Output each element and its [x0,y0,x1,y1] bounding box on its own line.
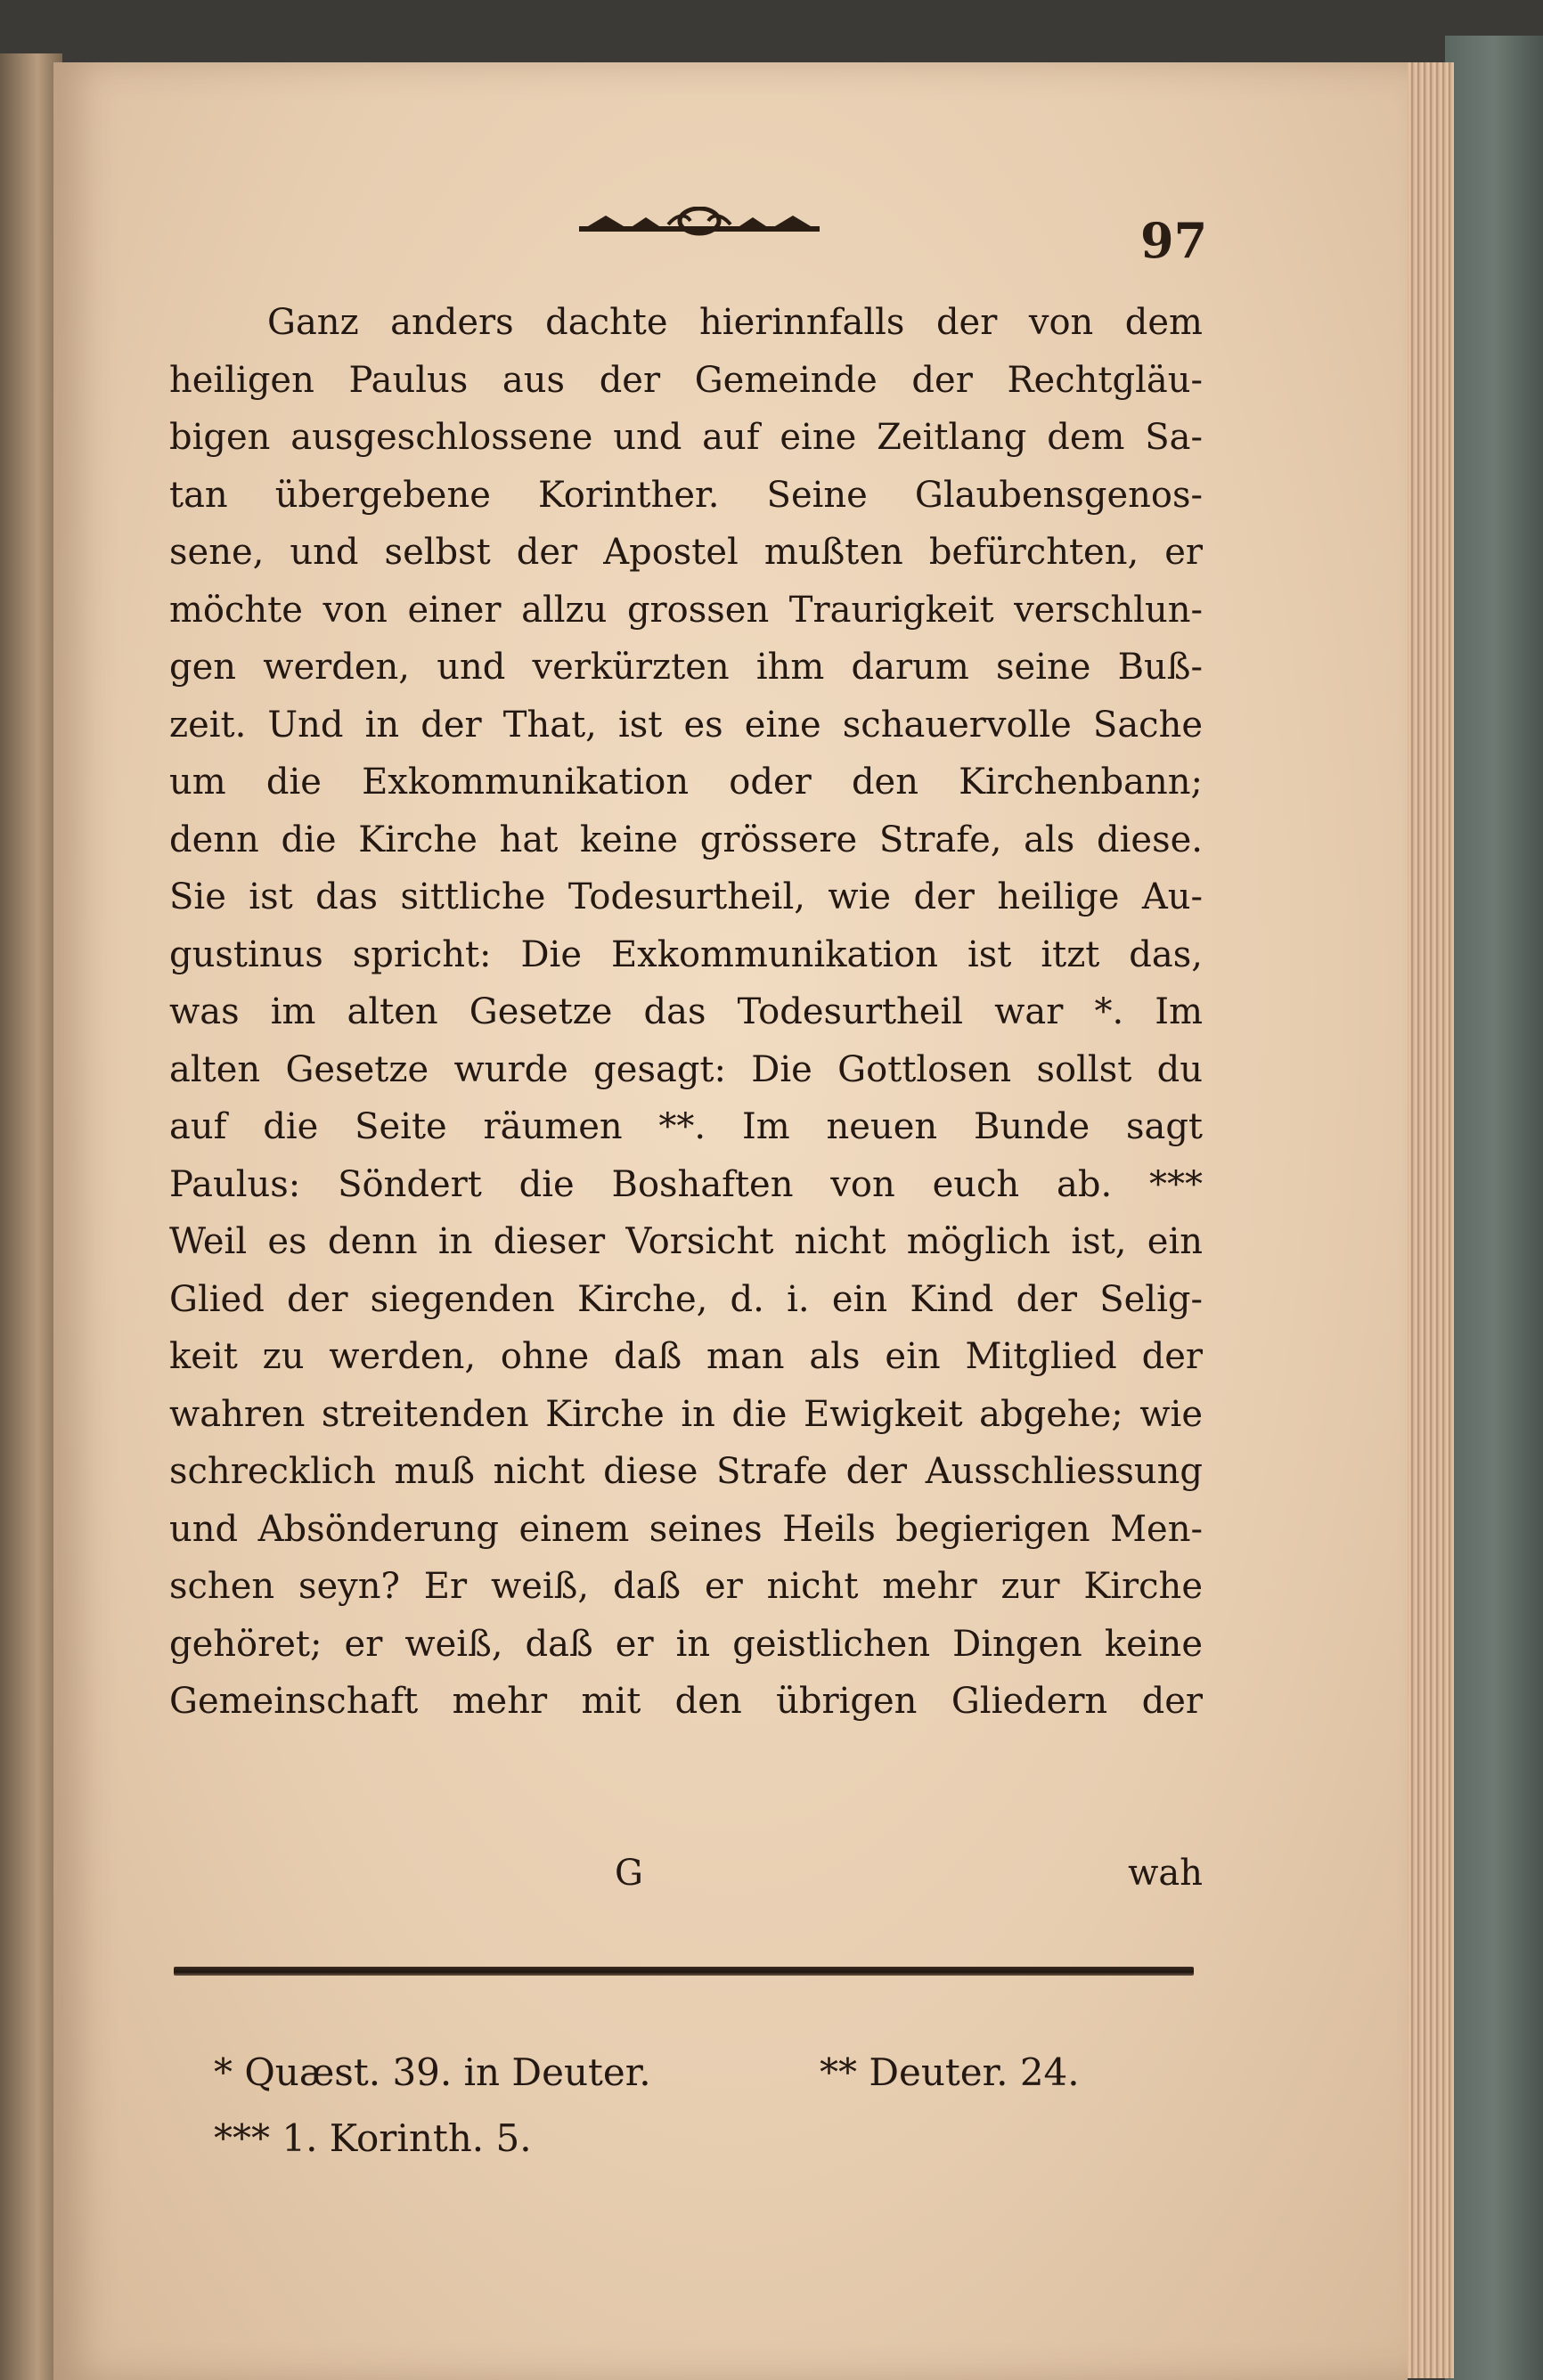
text-line: möchte von einer allzu grossen Traurigkeit verschlun- [169,589,1203,631]
page-number: 97 [1140,212,1208,269]
text-line: auf die Seite räumen **. Im neuen Bunde sagt [169,1106,1203,1147]
text-line: denn die Kirche hat keine grössere Strafe, als diese. [169,819,1203,860]
text-line: um die Exkommunikation oder den Kirchenbann; [169,762,1203,803]
footnote-rule [174,1967,1194,1976]
footnote: ** Deuter. 24. [820,2050,1080,2094]
text-line: gehöret; er weiß, daß er in geistlichen Dingen keine [169,1623,1203,1665]
signature-line [169,1853,1203,1910]
text-line: schrecklich muß nicht diese Strafe der Ausschliessung [169,1451,1203,1492]
text-line: bigen ausgeschlossene und auf eine Zeitlang dem Sa- [169,417,1203,458]
text-line: Paulus: Söndert die Boshaften von euch ab. *** [169,1163,1203,1205]
text-line: tan übergebene Korinther. Seine Glaubensgenos- [169,474,1203,516]
catchword: wah [1128,1853,1203,1894]
footnote-row [214,2106,1194,2172]
text-line: Gemeinschaft mehr mit den übrigen Gliedern der [169,1681,1203,1722]
footnote-row [214,2040,1194,2106]
text-line: sene, und selbst der Apostel mußten befürchten, er [169,532,1203,573]
text-line: wahren streitenden Kirche in die Ewigkeit abgehe; wie [169,1393,1203,1435]
text-line: keit zu werden, ohne daß man als ein Mitglied der [169,1336,1203,1377]
signature-mark: G [615,1853,643,1894]
body-text [169,294,1203,1731]
headpiece-ornament [579,207,820,237]
book-cover [1445,36,1543,2380]
text-line: Sie ist das sittliche Todesurtheil, wie der heilige Au- [169,876,1203,917]
text-line: gustinus spricht: Die Exkommunikation ist itzt das, [169,933,1203,975]
text-line: Weil es denn in dieser Vorsicht nicht möglich ist, ein [169,1221,1203,1262]
text-line: zeit. Und in der That, ist es eine schauervolle Sache [169,704,1203,746]
text-line: und Absönderung einem seines Heils begierigen Men- [169,1508,1203,1550]
text-line: was im alten Gesetze das Todesurtheil war *. Im [169,991,1203,1032]
text-line: Ganz anders dachte hierinnfalls der von dem [267,302,1203,343]
footnotes [214,2040,1194,2172]
text-line: gen werden, und verkürzten ihm darum seine Buß- [169,647,1203,688]
text-line: Glied der siegenden Kirche, d. i. ein Kind der Selig- [169,1278,1203,1320]
footnote: *** 1. Korinth. 5. [214,2116,532,2160]
text-line: schen seyn? Er weiß, daß er nicht mehr zur Kirche [169,1566,1203,1607]
text-line: alten Gesetze wurde gesagt: Die Gottlosen sollst du [169,1048,1203,1090]
footnote: * Quæst. 39. in Deuter. [214,2050,651,2094]
text-line: heiligen Paulus aus der Gemeinde der Rechtgläu- [169,359,1203,401]
